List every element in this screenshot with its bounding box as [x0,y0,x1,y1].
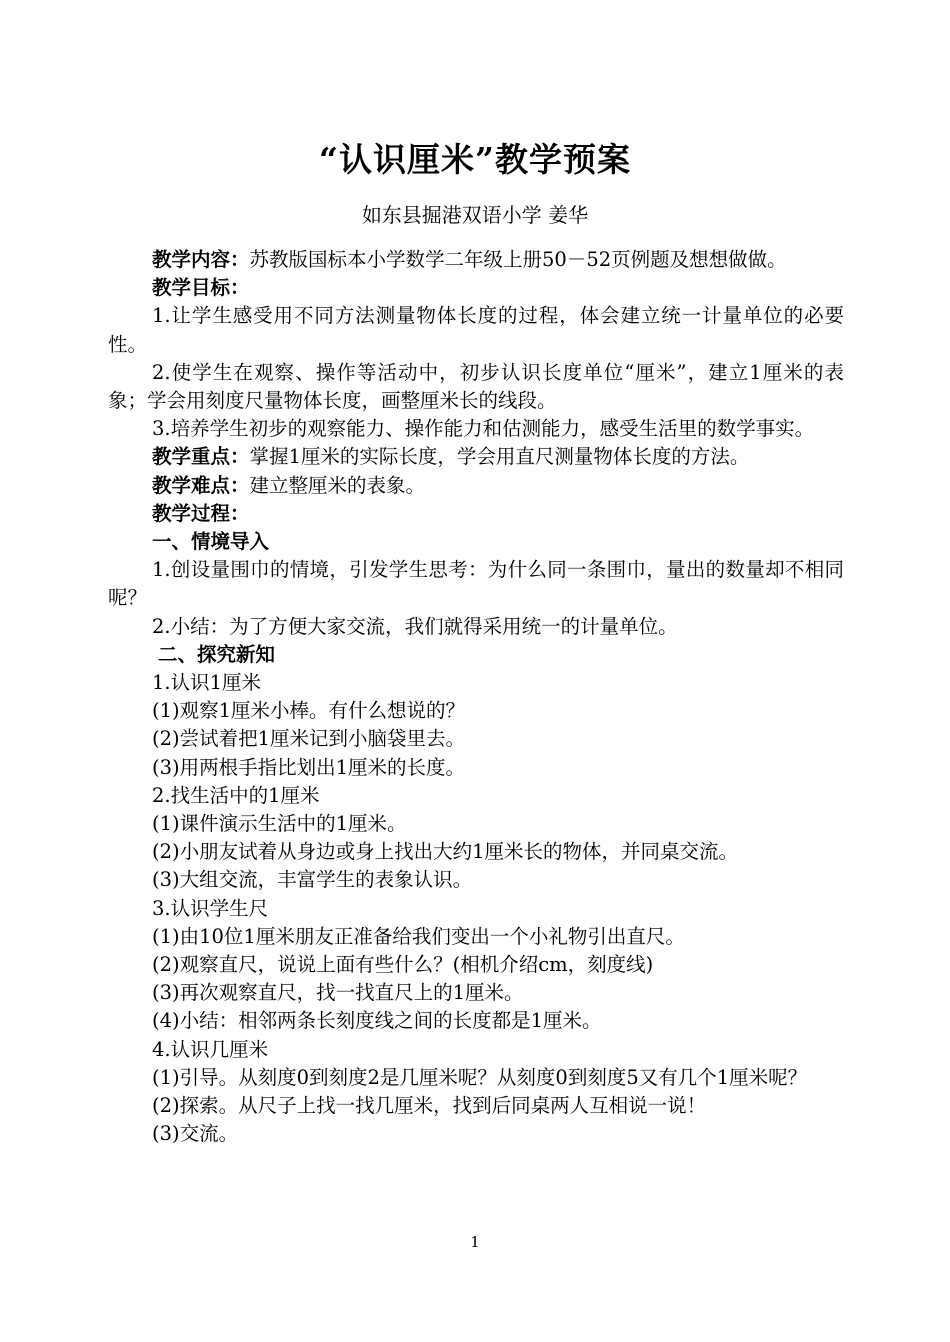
author-line: 如东县掘港双语小学 姜华 [361,203,589,227]
section-2-item-2: 2.找生活中的1厘米 [152,783,320,807]
section-2-item-2-3: (3)大组交流，丰富学生的表象认识。 [152,868,473,892]
teaching-content-label: 教学内容： [152,248,250,271]
document-title: “认识厘米”教学预案 [319,140,631,179]
difficulty-text: 建立整厘米的表象。 [249,473,426,497]
section-2-item-4-1: (1)引导。从刻度0到刻度2是几厘米呢？从刻度0到刻度5又有几个1厘米呢？ [152,1065,808,1089]
section-2-item-3: 3.认识学生尺 [152,896,269,920]
section-2-item-1-1: (1)观察1厘米小棒。有什么想说的？ [152,699,466,723]
section-heading-1: 一、情境导入 [152,530,270,554]
key-point-text: 掌握1厘米的实际长度，学会用直尺测量物体长度的方法。 [249,445,750,469]
section-2-item-4-3: (3)交流。 [152,1122,239,1146]
document-body [108,246,844,1149]
teaching-key-point [108,443,844,471]
goal-3: 3.培养学生初步的观察能力、操作能力和估测能力，感受生活里的数学事实。 [152,417,815,441]
page-number: 1 [470,1233,480,1251]
teaching-goals-label: 教学目标： [152,276,250,300]
goal-1: 1.让学生感受用不同方法测量物体长度的过程，体会建立统一计量单位的必要性。 [108,304,844,356]
goal-2: 2.使学生在观察、操作等活动中，初步认识长度单位“厘米”，建立1厘米的表象；学会用刻度尺量物体长度，画整厘米长的线段。 [108,360,844,413]
teaching-content-text: 苏教版国标本小学数学二年级上册50－52页例题及想想做做。 [249,248,787,271]
section-heading-2: 二、探究新知 [158,642,276,666]
section-2-item-1: 1.认识1厘米 [152,671,262,695]
section-2-item-2-2: (2)小朋友试着从身边或身上找出大约1厘米长的物体，并同桌交流。 [152,840,739,864]
section-2-item-3-2: (2)观察直尺，说说上面有些什么？(相机介绍cm，刻度线) [152,953,654,977]
section-1-item-2: 2.小结：为了方便大家交流，我们就得采用统一的计量单位。 [152,614,678,638]
section-2-item-3-3: (3)再次观察直尺，找一找直尺上的1厘米。 [152,981,524,1005]
section-1-item-1: 1.创设量围巾的情境，引发学生思考：为什么同一条围巾，量出的数量却不相同呢？ [108,558,844,610]
section-2-item-1-3: (3)用两根手指比划出1厘米的长度。 [152,755,466,779]
key-point-label: 教学重点： [152,445,250,469]
section-2-item-3-4: (4)小结：相邻两条长刻度线之间的长度都是1厘米。 [152,1009,602,1033]
teaching-process-label: 教学过程： [152,501,250,525]
teaching-difficulty [108,472,844,500]
difficulty-label: 教学难点： [152,473,250,497]
teaching-content [108,246,844,274]
section-2-item-2-1: (1)课件演示生活中的1厘米。 [152,812,407,836]
section-2-item-4: 4.认识几厘米 [152,1037,269,1061]
section-2-item-3-1: (1)由10位1厘米朋友正准备给我们变出一个小礼物引出直尺。 [152,924,685,948]
section-2-item-4-2: (2)探索。从尺子上找一找几厘米，找到后同桌两人互相说一说！ [152,1094,707,1118]
section-2-item-1-2: (2)尝试着把1厘米记到小脑袋里去。 [152,727,466,751]
